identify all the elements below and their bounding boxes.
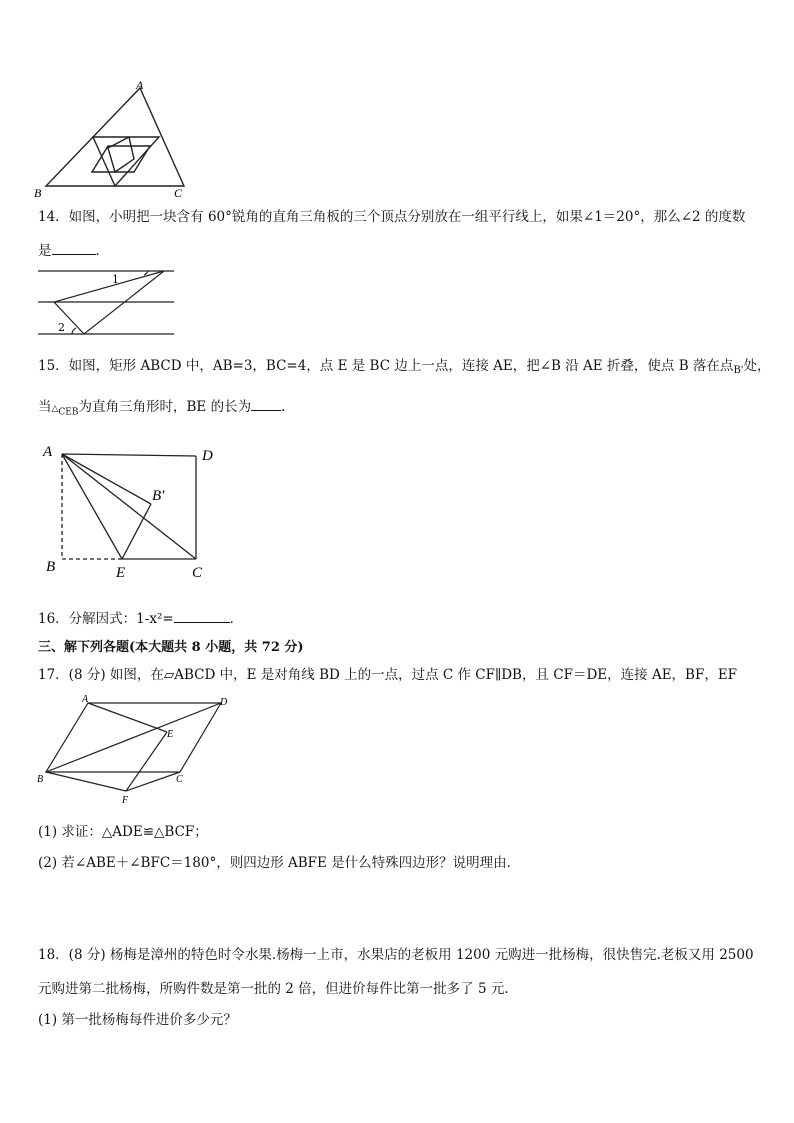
q15-point-b: B' (733, 365, 744, 376)
segment-bf (46, 772, 126, 791)
label-d: D (220, 697, 228, 708)
label-e: E (167, 729, 174, 740)
q16-answer-blank[interactable] (174, 622, 230, 623)
q15-line1-suffix: 处， (743, 358, 771, 374)
inner-triangle (93, 137, 159, 186)
q14-line2-prefix: 是 (38, 243, 52, 259)
q17-part2: (2) 若∠ABE＋∠BFC＝180°，则四边形 ABFE 是什么特殊四边形？说明理由． (38, 855, 521, 871)
label-e: E (116, 565, 126, 581)
label-a: A (82, 694, 89, 705)
segment-ef (126, 732, 167, 791)
segment-ae (88, 703, 167, 732)
q18-part1: (1) 第一批杨梅每件进价多少元？ (38, 1012, 237, 1028)
angle-1-arc (144, 271, 148, 275)
segment-ac (62, 454, 196, 559)
label-d: D (202, 448, 213, 464)
q16-suffix: ． (229, 611, 244, 627)
q15-answer-blank[interactable] (251, 410, 281, 411)
q15-triangle-name: CEB (58, 407, 79, 418)
label-b: B (34, 186, 42, 200)
q17-stem: 17．(8 分) 如图，在▱ABCD 中，E 是对角线 BD 上的一点，过点 C 作 CF∥DB，且 CF＝DE，连接 AE，BF，EF (38, 667, 738, 683)
label-a: A (43, 444, 53, 460)
q18-line1: 18．(8 分) 杨梅是漳州的特色时令水果.杨梅一上市，水果店的老板用 1200 元购进一批杨梅，很快售完.老板又用 2500 (38, 947, 754, 963)
label-b: B (37, 774, 44, 785)
section-3-heading: 三、解下列各题(本大题共 8 小题，共 72 分) (38, 640, 304, 655)
figure-triangle-abc (30, 78, 200, 200)
angle-2-label: 2 (58, 321, 65, 334)
label-b-prime: B′ (152, 488, 165, 504)
label-a: A (136, 78, 144, 92)
figure-parallelogram-abcd (36, 694, 236, 806)
segment-cf (126, 772, 180, 791)
q14-line2-suffix: ． (95, 243, 109, 259)
q15-line1-prefix: 15．如图，矩形 ABCD 中，AB=3，BC=4，点 E 是 BC 边上一点，连接 AE，把∠B 沿 AE 折叠，使点 B 落在点 (38, 358, 734, 374)
segment-ae (62, 454, 122, 559)
side-ad (62, 454, 196, 456)
q16-line (38, 611, 243, 627)
label-c: C (174, 186, 183, 200)
q14-line1: 14．如图，小明把一块含有 60°锐角的直角三角板的三个顶点分别放在一组平行线上，如果∠1＝20°，那么∠2 的度数 (38, 209, 746, 225)
q15-triangle-symbol: △ (51, 404, 59, 414)
label-c: C (176, 774, 183, 785)
figure-parallel-lines (36, 264, 178, 340)
q15-line2 (38, 399, 285, 418)
angle-2-arc (72, 328, 76, 334)
q18-line2: 元购进第二批杨梅，所购件数是第一批的 2 倍，但进价每件比第一批多了 5 元. (38, 981, 509, 997)
segment-ab-prime (62, 454, 151, 504)
q15-line2-mid: 为直角三角形时，BE 的长为 (78, 399, 252, 415)
q14-answer-blank[interactable] (52, 254, 96, 255)
figure-rectangle-abcd (40, 438, 230, 584)
q15-line2-suffix: . (281, 399, 286, 415)
q16-prefix: 16．分解因式：1-x²= (38, 611, 174, 627)
label-b: B (46, 559, 56, 575)
q15-line2-prefix: 当 (38, 399, 52, 415)
q14-line2 (38, 243, 109, 259)
diagonal-bd (46, 703, 221, 772)
q15-line1 (38, 358, 771, 374)
label-c: C (192, 565, 203, 581)
label-f: F (122, 795, 129, 806)
inner-rhombus (108, 137, 134, 172)
q17-part1: (1) 求证：△ADE≌△BCF； (38, 824, 208, 840)
angle-1-label: 1 (112, 273, 119, 286)
